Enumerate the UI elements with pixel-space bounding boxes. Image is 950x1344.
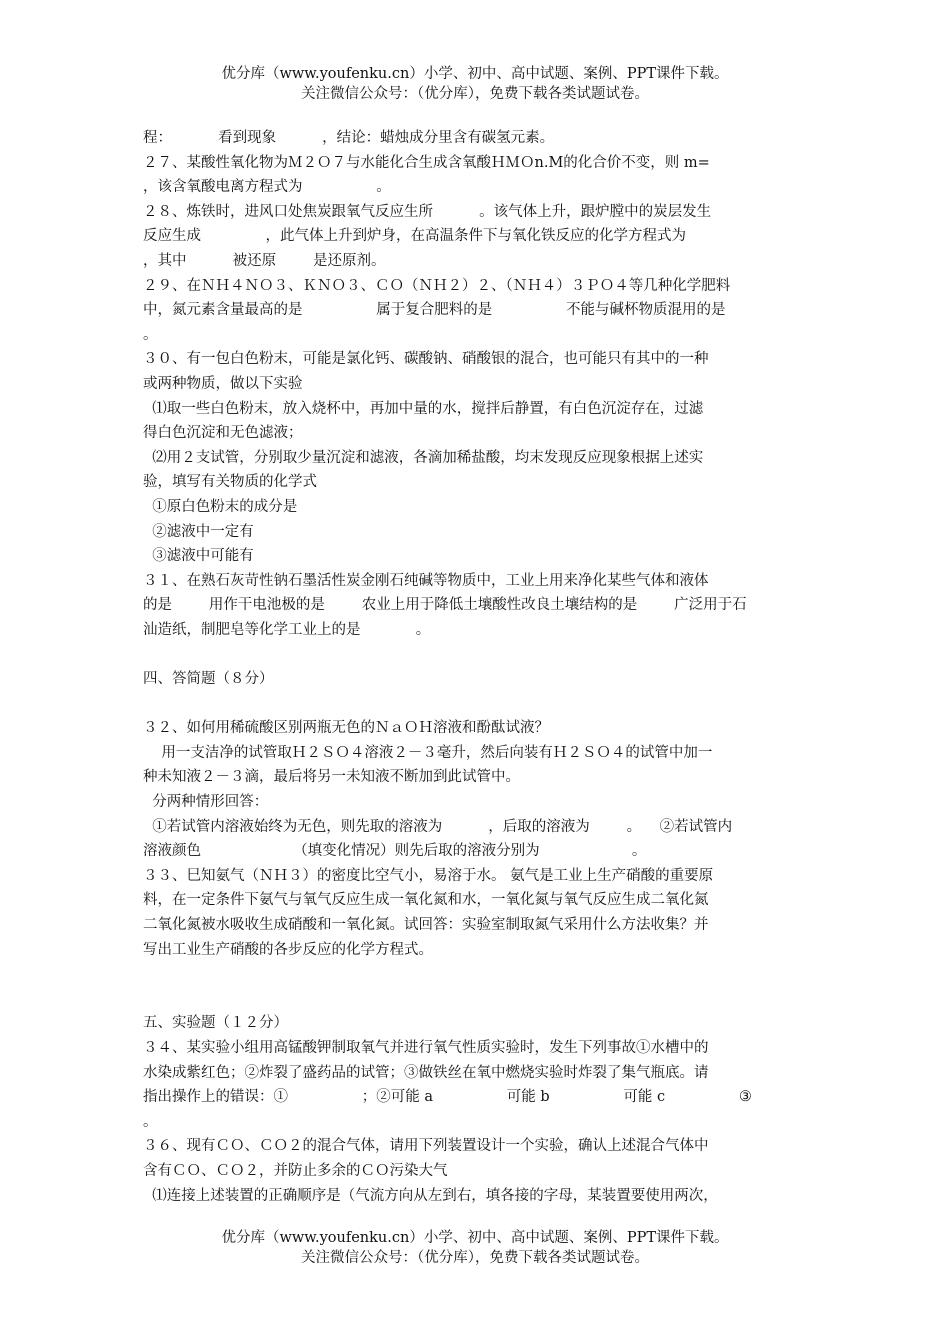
question-28: ２８、炼铁时，进风口处焦炭跟氧气反应生所 。该气体上升，跟炉膛中的炭层发生: [143, 203, 712, 220]
text-line: ⑴连接上述装置的正确顺序是（气流方向从左到右，填各接的字母，某装置要使用两次，: [143, 1187, 718, 1204]
text-line: 得白色沉淀和无色滤液；: [143, 425, 303, 442]
text-line: ⑵用２支试管，分别取少量沉淀和滤液，各滴加稀盐酸，均末发现反应现象根据上述实: [143, 449, 704, 466]
text-line: 的是 用作干电池极的是 农业上用于降低土壤酸性改良土壤结构的是 广泛用于石: [143, 597, 747, 614]
text-line: 种未知液２－３滴，最后将另一未知液不断加到此试管中。: [143, 769, 520, 786]
header-line-1: 优分库（www.youfenku.cn）小学、初中、高中试题、案例、PPT课件下载。: [221, 66, 729, 82]
text-line: 料，在一定条件下氨气与氧气反应生成一氧化氮和水，一氧化氮与氧气反应生成二氧化氮: [143, 892, 709, 909]
section-heading-5: 五、实验题（１２分）: [143, 1015, 288, 1032]
section-heading-4: 四、答简题（８分）: [143, 671, 274, 688]
text-line: ②滤液中一定有: [143, 523, 254, 540]
text-line: 指出操作上的错误：① ；②可能 a 可能 b 可能 c ③: [143, 1089, 752, 1106]
text-line: 溶液颜色 （填变化情况）则先后取的溶液分别为 。: [143, 843, 647, 860]
text-line: 分两种情形回答：: [143, 794, 269, 811]
text-line: 汕造纸，制肥皂等化学工业上的是 。: [143, 621, 431, 638]
text-line: 中，氮元素含量最高的是 属于复合肥料的是 不能与碱杯物质混用的是: [143, 302, 726, 319]
text-line: 。: [143, 1113, 158, 1130]
document-body: [143, 126, 808, 1208]
text-line: 程： 看到现象 ，结论：蜡烛成分里含有碳氢元素。: [143, 130, 555, 146]
text-line: ，该含氧酸电离方程式为 。: [143, 179, 391, 196]
footer-line-2: 关注微信公众号：（优分库），免费下载各类试题试卷。: [301, 1250, 649, 1266]
page-header: [0, 64, 950, 104]
blank-line: [143, 642, 808, 667]
text-line: ①原白色粉末的成分是: [143, 498, 298, 515]
text-line: ③滤液中可能有: [143, 548, 254, 565]
question-27: ２７、某酸性氧化物为Ｍ２Ｏ７与水能化合生成含氧酸ＨＭＯn.M的化合价不变，则 m=: [143, 154, 710, 171]
blank-line: [143, 692, 808, 717]
text-line: 水染成紫红色；②炸裂了盛药品的试管；③做铁丝在氧中燃烧实验时炸裂了集气瓶底。请: [143, 1064, 709, 1081]
question-33: ３３、巳知氨气（ＮＨ３）的密度比空气小，易溶于水。 氨气是工业上生产硝酸的重要原: [143, 867, 714, 884]
blank-line: [143, 962, 808, 987]
header-line-2: 关注微信公众号：（优分库），免费下载各类试题试卷。: [301, 86, 649, 102]
question-29: ２９、在ＮＨ４ＮＯ３、ＫＮＯ３、ＣＯ（ＮＨ２）２、（ＮＨ４）３ＰＯ４等几种化学肥料: [143, 277, 731, 294]
question-34: ３４、某实验小组用高锰酸钾制取氧气并进行氧气性质实验时，发生下列事故①水槽中的: [143, 1039, 709, 1056]
text-line: 验，填写有关物质的化学式: [143, 474, 317, 491]
text-line: ，其中 被还原 是还原剂。: [143, 252, 386, 269]
text-line: 用一支洁净的试管取Ｈ２ＳＯ４溶液２－３毫升，然后向装有Ｈ２ＳＯ４的试管中加一: [143, 744, 713, 761]
question-31: ３１、在熟石灰苛性钠石墨活性炭金刚石纯碱等物质中，工业上用来净化某些气体和液体: [143, 572, 709, 589]
question-36: ３６、现有ＣＯ、ＣＯ２的混合气体，请用下列装置设计一个实验，确认上述混合气体中: [143, 1138, 709, 1155]
text-line: 或两种物质，做以下实验: [143, 375, 303, 392]
question-32: ３２、如何用稀硫酸区别两瓶无色的ＮａＯＨ溶液和酚酞试液？: [143, 720, 549, 737]
text-line: 二氧化氮被水吸收生成硝酸和一氧化氮。试回答：实验室制取氮气采用什么方法收集？并: [143, 917, 709, 933]
text-line: ⑴取一些白色粉末，放入烧杯中，再加中量的水，搅拌后静置，有白色沉淀存在，过滤: [143, 400, 704, 417]
blank-line: [143, 987, 808, 1012]
text-line: 。: [143, 326, 158, 343]
text-line: 反应生成 ，此气体上升到炉身，在高温条件下与氧化铁反应的化学方程式为: [143, 228, 687, 245]
page-footer: [0, 1228, 950, 1268]
text-line: 写出工业生产硝酸的各步反应的化学方程式。: [143, 941, 433, 958]
text-line: 含有ＣＯ、ＣＯ２，并防止多余的ＣＯ污染大气: [143, 1162, 448, 1179]
text-line: ①若试管内溶液始终为无色，则先取的溶液为 ，后取的溶液为 。 ②若试管内: [143, 818, 733, 835]
question-30: ３０、有一包白色粉末，可能是氯化钙、碳酸钠、硝酸银的混合，也可能只有其中的一种: [143, 351, 709, 368]
footer-line-1: 优分库（www.youfenku.cn）小学、初中、高中试题、案例、PPT课件下载。: [221, 1230, 729, 1246]
